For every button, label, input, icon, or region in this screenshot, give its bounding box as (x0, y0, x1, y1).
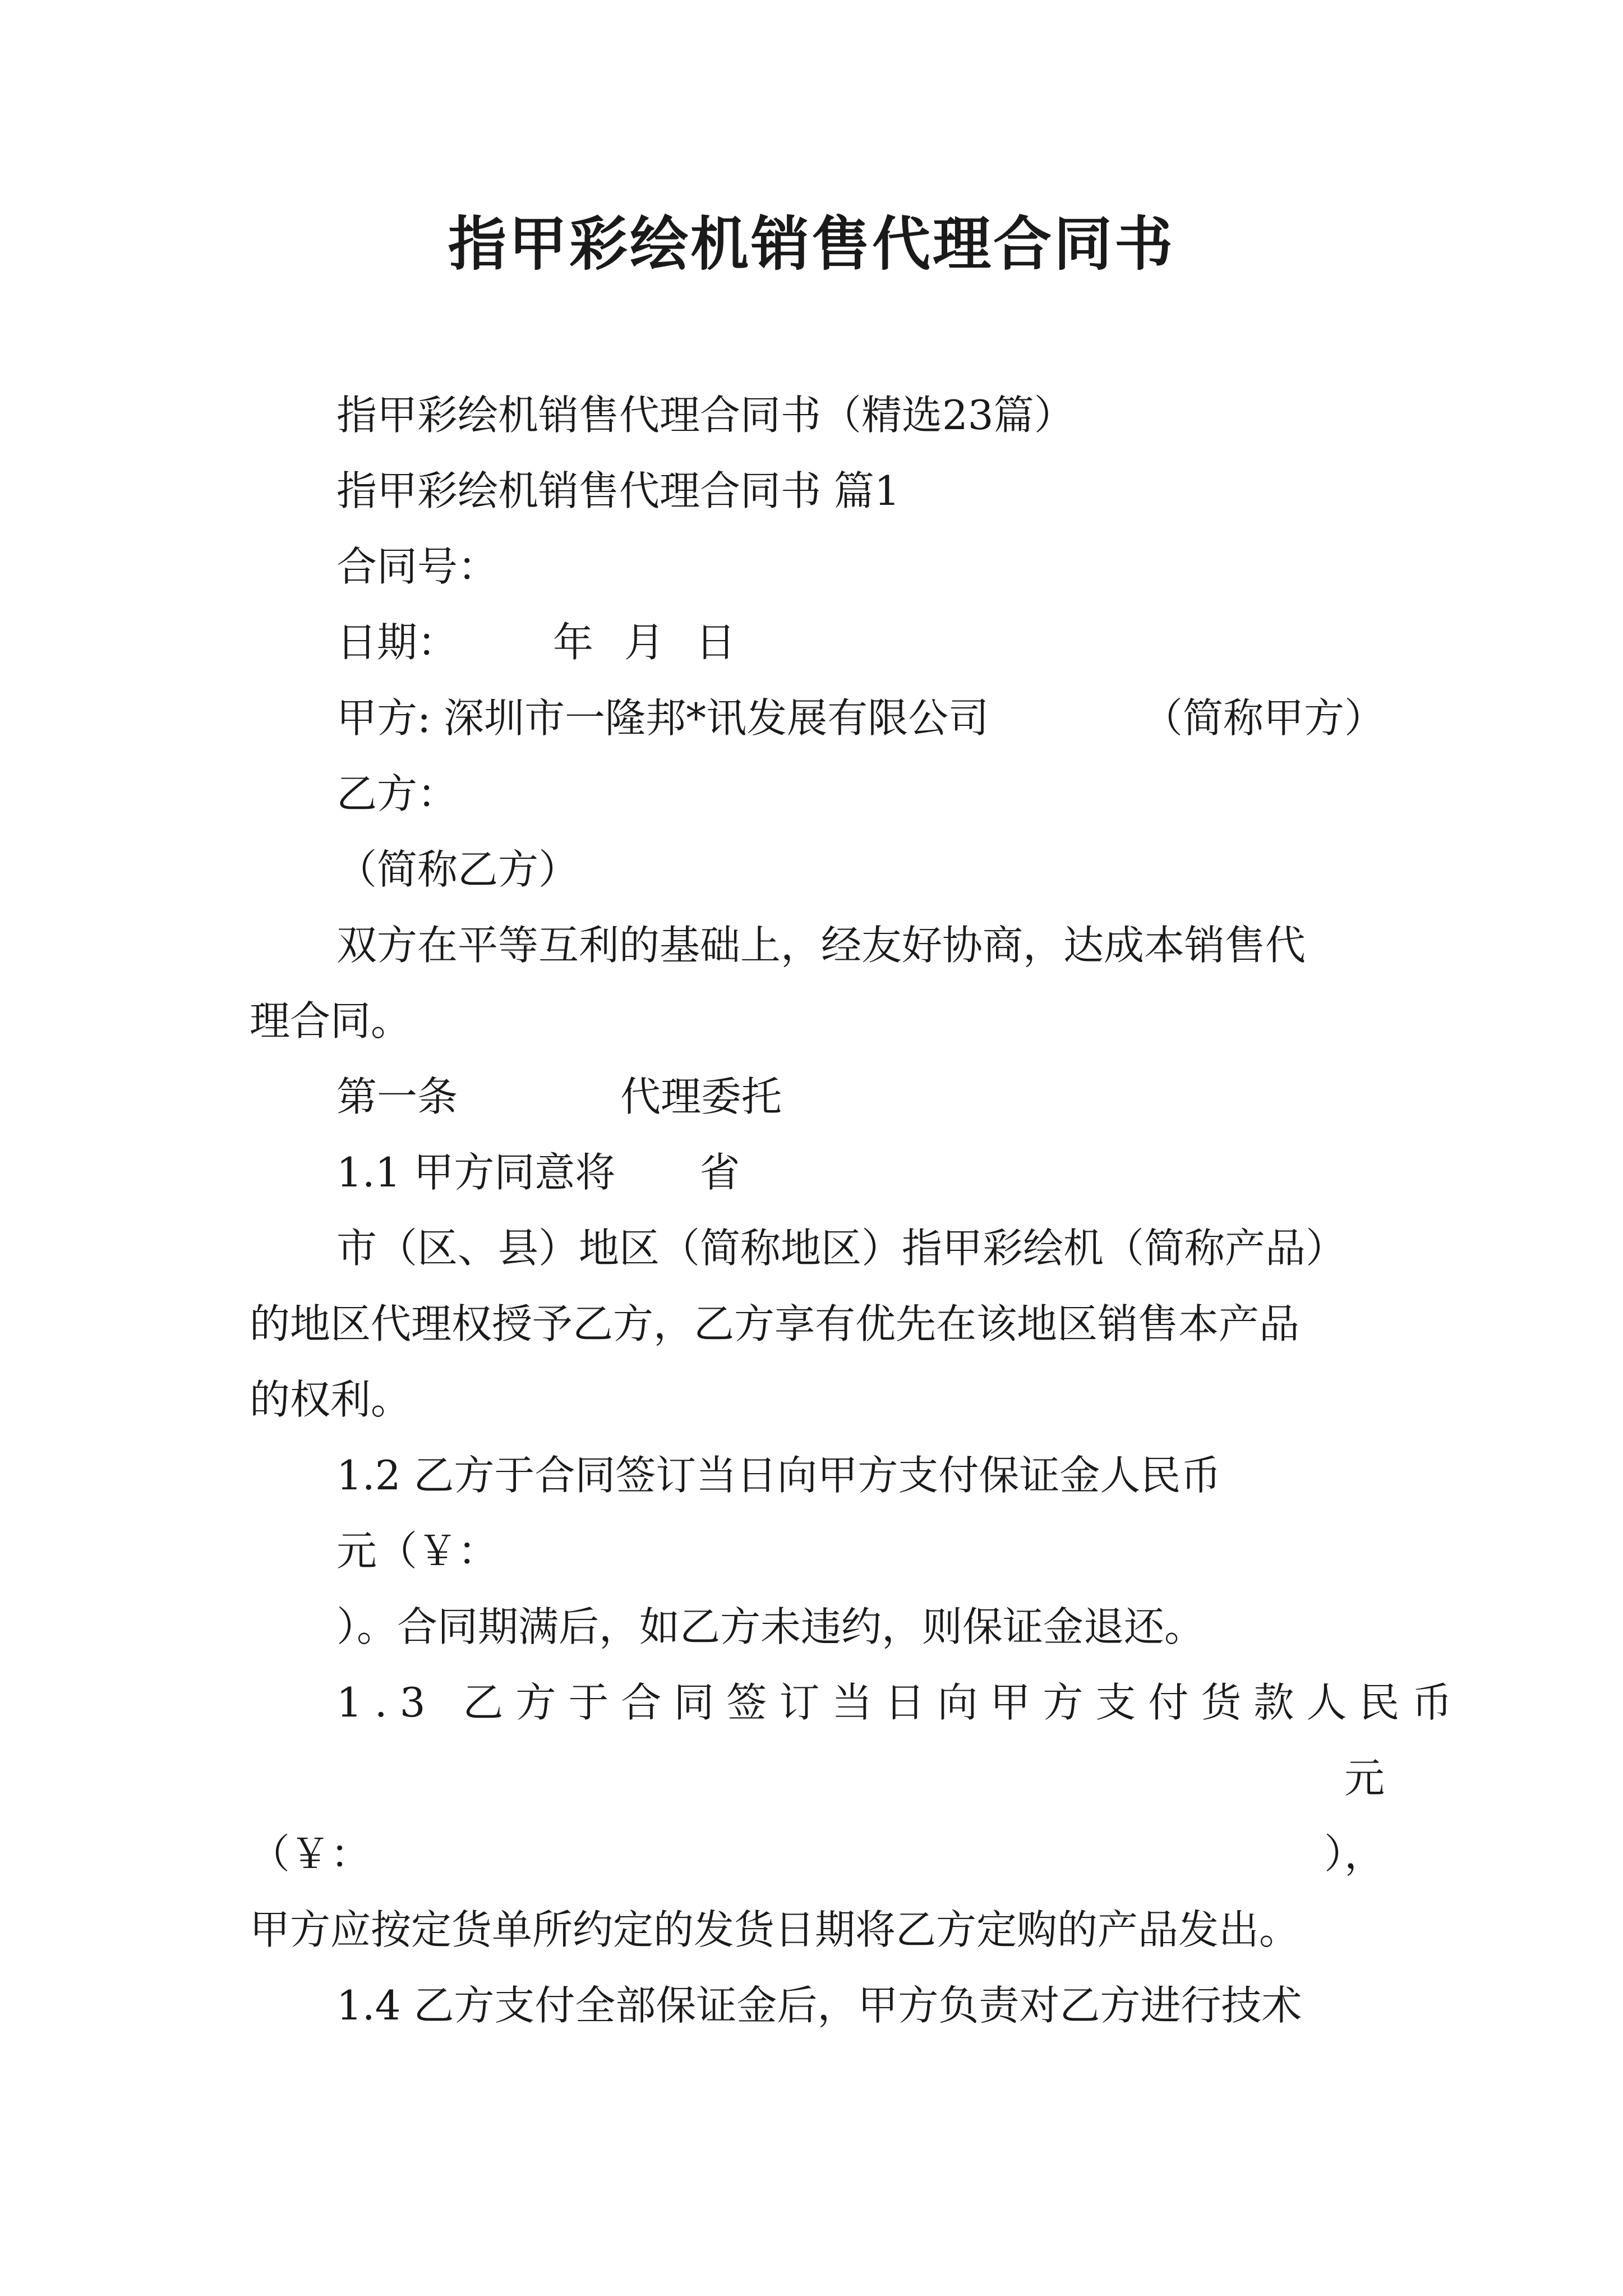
clause-1-1-line-3: 的地区代理权授予乙方，乙方享有优先在该地区销售本产品 (250, 1300, 1300, 1347)
date-day: 日 (695, 619, 736, 666)
clause-1-3-amount-close: ）， (1324, 1830, 1385, 1878)
article-1-number: 第一条 (336, 1073, 458, 1120)
clause-1-1-line-4: 的权利。 (250, 1376, 412, 1423)
clause-1-3-currency-unit: 元 (1344, 1755, 1385, 1802)
clause-1-3-amount-line (0, 1826, 1623, 1882)
clause-1-3-amount-open: （￥： (250, 1830, 371, 1878)
section-heading: 指甲彩绘机销售代理合同书 篇1 (336, 467, 900, 514)
intro-paragraph-line-1: 双方在平等互利的基础上，经友好协商，达成本销售代 (336, 922, 1306, 969)
party-b-abbreviation: （简称乙方） (336, 846, 579, 893)
contract-number-label: 合同号： (336, 543, 499, 590)
clause-1-3-line-1: 1.3 乙方于合同签订当日向甲方支付货款人民币 (336, 1679, 1465, 1726)
article-1-heading (0, 1069, 1623, 1125)
article-1-title: 代理委托 (620, 1073, 782, 1120)
party-a-abbreviation: （简称甲方） (1142, 694, 1385, 742)
date-year: 年 (553, 619, 594, 666)
document-title: 指甲彩绘机销售代理合同书 (448, 210, 1175, 278)
date-label: 日期： (336, 619, 458, 666)
clause-1-4-line-1: 1.4 乙方支付全部保证金后，甲方负责对乙方进行技术 (336, 1982, 1302, 2029)
date-line (0, 614, 1623, 670)
subtitle-line: 指甲彩绘机销售代理合同书（精选23篇） (336, 392, 1075, 439)
intro-paragraph-line-2: 理合同。 (250, 997, 412, 1045)
clause-1-2-line-3: ）。合同期满后，如乙方未违约，则保证金退还。 (336, 1603, 1205, 1650)
party-b-label: 乙方： (336, 770, 458, 817)
clause-1-1-text: 1.1 甲方同意将 (336, 1149, 616, 1196)
clause-1-2-line-2: 元（￥： (336, 1527, 499, 1575)
clause-1-3-line-3: 甲方应按定货单所约定的发货日期将乙方定购的产品发出。 (250, 1906, 1300, 1953)
party-a-line (0, 690, 1623, 746)
clause-1-1-line-2: 市（区、县）地区（简称地区）指甲彩绘机（简称产品） (336, 1225, 1347, 1272)
clause-1-1-province: 省 (699, 1149, 740, 1196)
party-a-name: 甲方: 深圳市一隆邦*讯发展有限公司 (336, 694, 989, 742)
clause-1-1-line-1 (0, 1144, 1623, 1200)
clause-1-2-line-1: 1.2 乙方于合同签订当日向甲方支付保证金人民币 (336, 1452, 1221, 1499)
date-month: 月 (624, 619, 665, 666)
